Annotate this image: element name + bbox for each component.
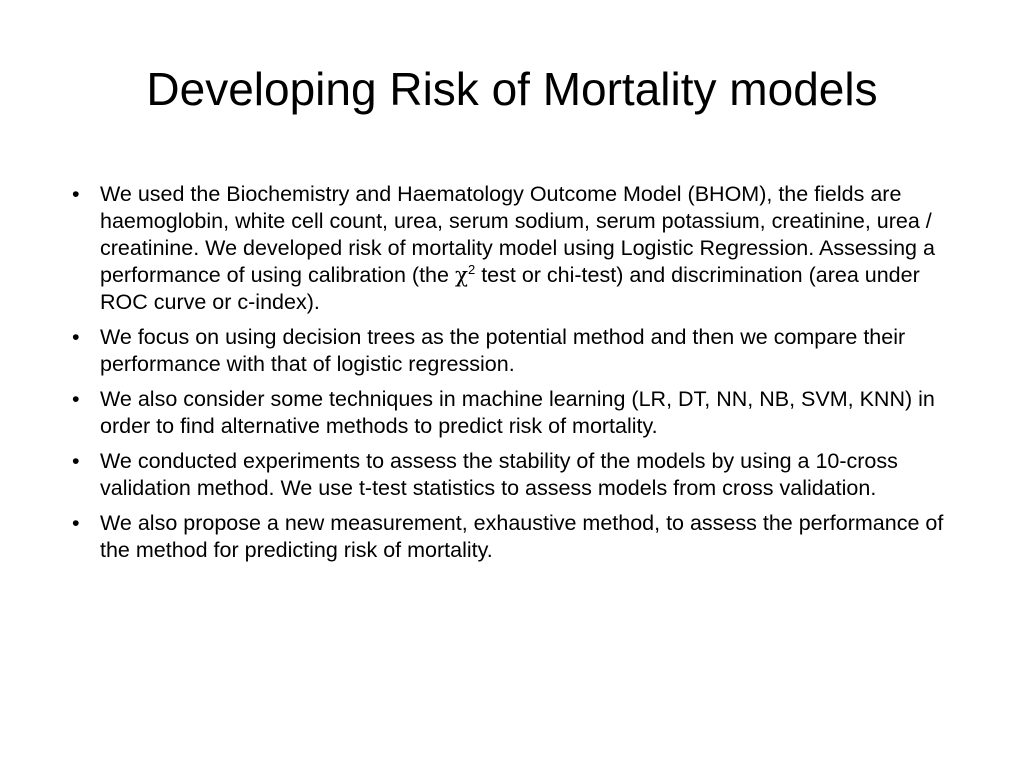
- bullet-list: [72, 181, 972, 572]
- bullet-item-5: [72, 510, 972, 564]
- bullet-text-2: We focus on using decision trees as the potential method and then we compare their performance with that of logistic regression.: [100, 325, 906, 376]
- bullet-item-4: [72, 448, 972, 502]
- bullet-symbol: •: [72, 449, 80, 473]
- bullet-text-1b: test or chi-test) and discrimination (area under ROC curve or c-index).: [100, 263, 920, 314]
- bullet-symbol: •: [72, 325, 80, 349]
- bullet-text-4: We conducted experiments to assess the stability of the models by using a 10-cross validation method. We use t-test statistics to assess models from cross validation.: [100, 449, 898, 500]
- bullet-text-3: We also consider some techniques in machine learning (LR, DT, NN, NB, SVM, KNN) in order to find alternative methods to predict risk of mortality.: [100, 387, 935, 438]
- bullet-symbol: •: [72, 387, 80, 411]
- bullet-item-2: [72, 324, 972, 378]
- bullet-text-5: We also propose a new measurement, exhaustive method, to assess the performance of the method for predicting risk of mortality.: [100, 511, 944, 562]
- bullet-symbol: •: [72, 511, 80, 535]
- chi-symbol: χ: [454, 263, 468, 288]
- bullet-item-1: [72, 181, 972, 316]
- bullet-text-1a: We used the Biochemistry and Haematology Outcome Model (BHOM), the fields are haemoglobin, white cell count, urea, serum sodium, serum potassium, creatinine, urea / creatinine. We developed risk of mortality model using Logistic Regression. Assessing a performance of using calibration (the: [100, 182, 935, 287]
- bullet-item-3: [72, 386, 972, 440]
- bullet-symbol: •: [72, 182, 80, 206]
- superscript-2: 2: [467, 261, 476, 277]
- slide-title: Developing Risk of Mortality models: [146, 63, 878, 115]
